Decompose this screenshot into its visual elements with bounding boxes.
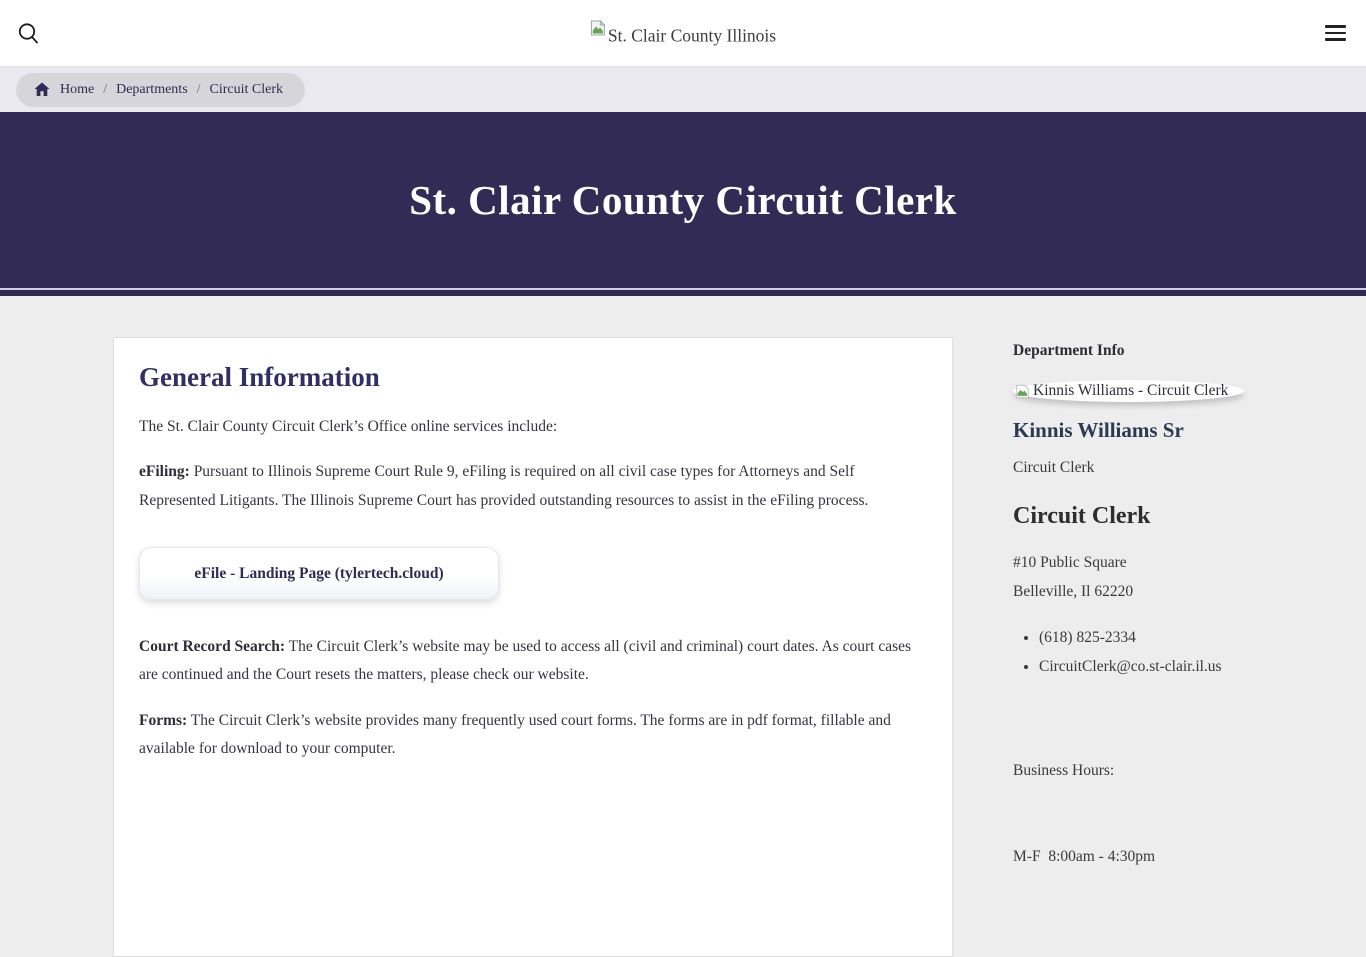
breadcrumb-item-home[interactable]: Home (60, 81, 95, 97)
search-button[interactable] (13, 17, 44, 49)
business-hours-value: M-F 8:00am - 4:30pm (1013, 848, 1156, 866)
page-title: St. Clair County Circuit Clerk (409, 177, 957, 223)
efiling-paragraph (139, 458, 927, 515)
court-record-paragraph (139, 633, 927, 690)
breadcrumb (16, 73, 305, 107)
department-address (1013, 548, 1313, 607)
forms-paragraph (139, 707, 927, 764)
broken-image-icon (590, 20, 606, 37)
breadcrumb-separator: / (103, 81, 108, 97)
efile-landing-button-label: eFile - Landing Page (tylertech.cloud) (194, 564, 444, 582)
breadcrumb-item-departments[interactable]: Departments (116, 81, 188, 97)
home-icon[interactable] (34, 82, 50, 97)
breadcrumb-band (0, 67, 1366, 112)
contact-list (1013, 623, 1313, 682)
site-logo[interactable] (590, 20, 776, 47)
site-logo-text: St. Clair County Illinois (607, 25, 777, 46)
department-info-sidebar (1013, 337, 1313, 957)
address-line-1: #10 Public Square (1013, 554, 1127, 571)
forms-label: Forms: (139, 711, 188, 729)
court-record-label: Court Record Search: (139, 638, 286, 656)
efiling-text: Pursuant to Illinois Supreme Court Rule 9, eFiling is required on all civil case types for Attorneys and Self Represented Litigants. The Illinois Supreme Court has provided outstanding resources to assist in the eFiling process. (139, 463, 869, 509)
court-record-text: The Circuit Clerk’s website may be used to access all (civil and criminal) court dates. As court cases are continued and the Court resets the matters, please check our website. (139, 638, 912, 684)
phone-number: • (618) 825-2334 (1039, 623, 1313, 652)
broken-image-icon (1015, 384, 1030, 399)
clerk-photo-placeholder (1013, 380, 1244, 402)
clerk-role: Circuit Clerk (1013, 459, 1095, 476)
general-info-card (113, 337, 953, 957)
breadcrumb-item-current: Circuit Clerk (209, 81, 284, 97)
clerk-name: Kinnis Williams Sr (1013, 418, 1184, 442)
site-header (0, 0, 1366, 67)
forms-text: The Circuit Clerk’s website provides many frequently used court forms. The forms are in pdf format, fillable and available for download to your computer. (139, 711, 891, 758)
intro-paragraph (139, 413, 927, 441)
hero-banner (0, 112, 1366, 288)
search-icon (17, 21, 40, 45)
department-heading: Circuit Clerk (1013, 503, 1151, 529)
sidebar-title: Department Info (1013, 342, 1125, 359)
section-heading: General Information (139, 362, 380, 392)
email-address[interactable]: • CircuitClerk@co.st-clair.il.us (1039, 652, 1313, 681)
address-line-2: Belleville, Il 62220 (1013, 583, 1134, 601)
efile-landing-button[interactable] (139, 547, 499, 600)
efiling-label: eFiling: (139, 463, 190, 481)
hamburger-icon (1325, 25, 1346, 41)
business-hours-label: Business Hours: (1013, 762, 1115, 780)
content-area (0, 296, 1366, 957)
intro-text: The St. Clair County Circuit Clerk’s Office online services include: (139, 418, 558, 435)
clerk-photo-alt-text: Kinnis Williams - Circuit Clerk (1033, 382, 1229, 399)
breadcrumb-separator: / (196, 81, 201, 97)
business-hours (1013, 700, 1313, 929)
menu-button[interactable] (1321, 17, 1350, 50)
